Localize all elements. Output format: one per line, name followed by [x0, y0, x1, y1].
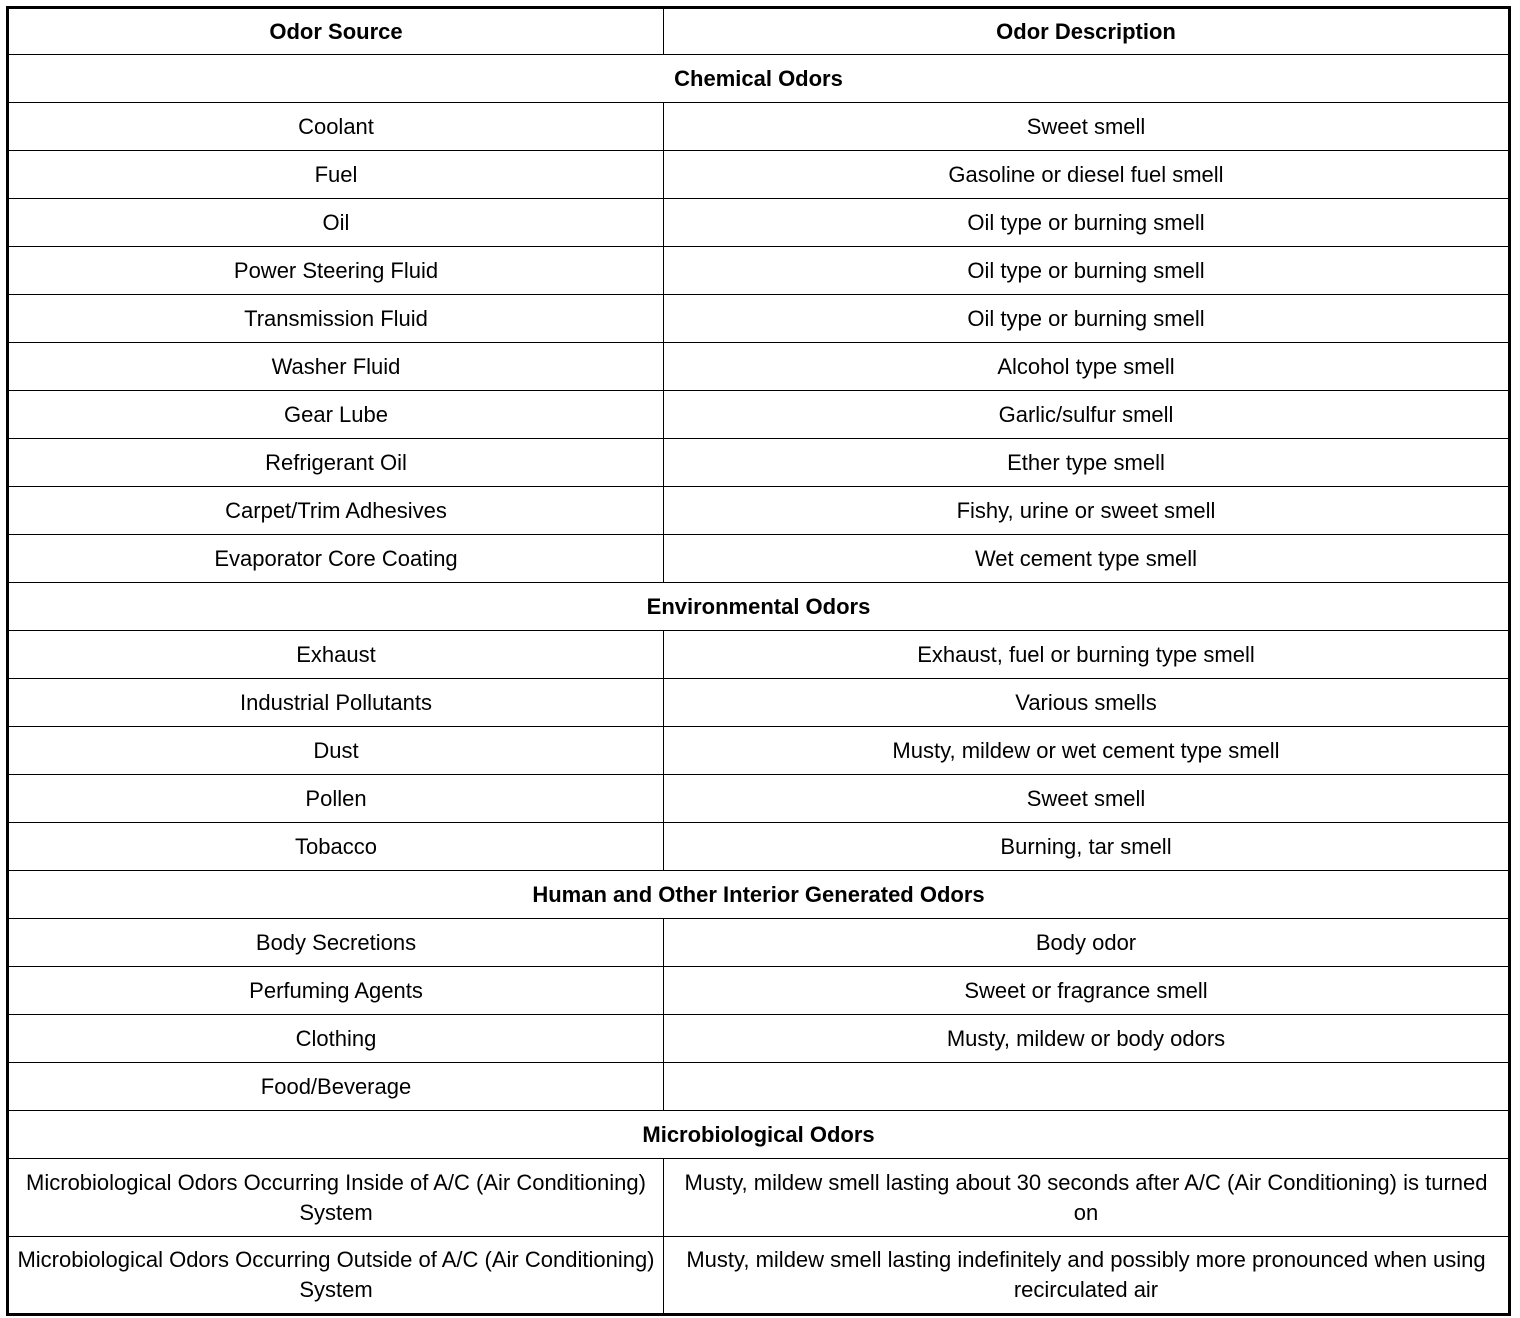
table-row	[8, 247, 1510, 295]
header-odor-source: Odor Source	[8, 8, 664, 55]
section-title: Chemical Odors	[8, 55, 1510, 103]
odor-source-cell: Pollen	[8, 775, 664, 823]
odor-description-cell: Musty, mildew or body odors	[664, 1015, 1510, 1063]
table-row	[8, 679, 1510, 727]
odor-description-cell: Various smells	[664, 679, 1510, 727]
odor-source-cell: Oil	[8, 199, 664, 247]
odor-description-cell: Oil type or burning smell	[664, 247, 1510, 295]
table-row	[8, 391, 1510, 439]
table-row	[8, 103, 1510, 151]
section-title: Human and Other Interior Generated Odors	[8, 871, 1510, 919]
odor-description-cell	[664, 1063, 1510, 1111]
table-row	[8, 343, 1510, 391]
odor-source-cell: Dust	[8, 727, 664, 775]
odor-source-cell: Microbiological Odors Occurring Outside of A/C (Air Conditioning) System	[8, 1237, 664, 1315]
section-row-environmental	[8, 583, 1510, 631]
odor-description-cell: Exhaust, fuel or burning type smell	[664, 631, 1510, 679]
odor-source-cell: Perfuming Agents	[8, 967, 664, 1015]
odor-source-cell: Fuel	[8, 151, 664, 199]
odor-source-cell: Food/Beverage	[8, 1063, 664, 1111]
table-row	[8, 1015, 1510, 1063]
odor-description-cell: Gasoline or diesel fuel smell	[664, 151, 1510, 199]
odor-source-cell: Carpet/Trim Adhesives	[8, 487, 664, 535]
odor-description-cell: Musty, mildew smell lasting about 30 seconds after A/C (Air Conditioning) is turned on	[664, 1159, 1510, 1237]
odor-source-cell: Washer Fluid	[8, 343, 664, 391]
odor-table	[6, 6, 1511, 1316]
odor-description-cell: Alcohol type smell	[664, 343, 1510, 391]
table-row	[8, 1063, 1510, 1111]
odor-source-cell: Refrigerant Oil	[8, 439, 664, 487]
odor-description-cell: Oil type or burning smell	[664, 295, 1510, 343]
odor-description-cell: Body odor	[664, 919, 1510, 967]
table-row	[8, 1159, 1510, 1237]
odor-source-cell: Gear Lube	[8, 391, 664, 439]
section-row-chemical	[8, 55, 1510, 103]
table-row	[8, 823, 1510, 871]
odor-description-cell: Ether type smell	[664, 439, 1510, 487]
odor-source-cell: Power Steering Fluid	[8, 247, 664, 295]
odor-description-cell: Sweet smell	[664, 103, 1510, 151]
odor-description-cell: Musty, mildew or wet cement type smell	[664, 727, 1510, 775]
odor-description-cell: Fishy, urine or sweet smell	[664, 487, 1510, 535]
odor-description-cell: Musty, mildew smell lasting indefinitely and possibly more pronounced when using recirculated air	[664, 1237, 1510, 1315]
odor-source-cell: Clothing	[8, 1015, 664, 1063]
table-row	[8, 967, 1510, 1015]
table-body	[8, 55, 1510, 1315]
odor-description-cell: Sweet or fragrance smell	[664, 967, 1510, 1015]
odor-description-cell: Sweet smell	[664, 775, 1510, 823]
odor-source-cell: Tobacco	[8, 823, 664, 871]
odor-source-cell: Body Secretions	[8, 919, 664, 967]
section-row-human-interior	[8, 871, 1510, 919]
odor-source-cell: Evaporator Core Coating	[8, 535, 664, 583]
header-odor-description: Odor Description	[664, 8, 1510, 55]
section-title: Microbiological Odors	[8, 1111, 1510, 1159]
header-row	[8, 8, 1510, 55]
table-row	[8, 439, 1510, 487]
odor-source-cell: Coolant	[8, 103, 664, 151]
odor-description-cell: Wet cement type smell	[664, 535, 1510, 583]
odor-description-cell: Burning, tar smell	[664, 823, 1510, 871]
table-row	[8, 295, 1510, 343]
table-row	[8, 535, 1510, 583]
odor-source-cell: Microbiological Odors Occurring Inside of A/C (Air Conditioning) System	[8, 1159, 664, 1237]
table-row	[8, 631, 1510, 679]
table-row	[8, 727, 1510, 775]
odor-source-cell: Industrial Pollutants	[8, 679, 664, 727]
odor-source-cell: Exhaust	[8, 631, 664, 679]
odor-source-cell: Transmission Fluid	[8, 295, 664, 343]
table-row	[8, 919, 1510, 967]
table-row	[8, 775, 1510, 823]
table-row	[8, 487, 1510, 535]
odor-description-cell: Oil type or burning smell	[664, 199, 1510, 247]
table-row	[8, 151, 1510, 199]
odor-description-cell: Garlic/sulfur smell	[664, 391, 1510, 439]
table-row	[8, 1237, 1510, 1315]
table-row	[8, 199, 1510, 247]
section-row-microbiological	[8, 1111, 1510, 1159]
section-title: Environmental Odors	[8, 583, 1510, 631]
